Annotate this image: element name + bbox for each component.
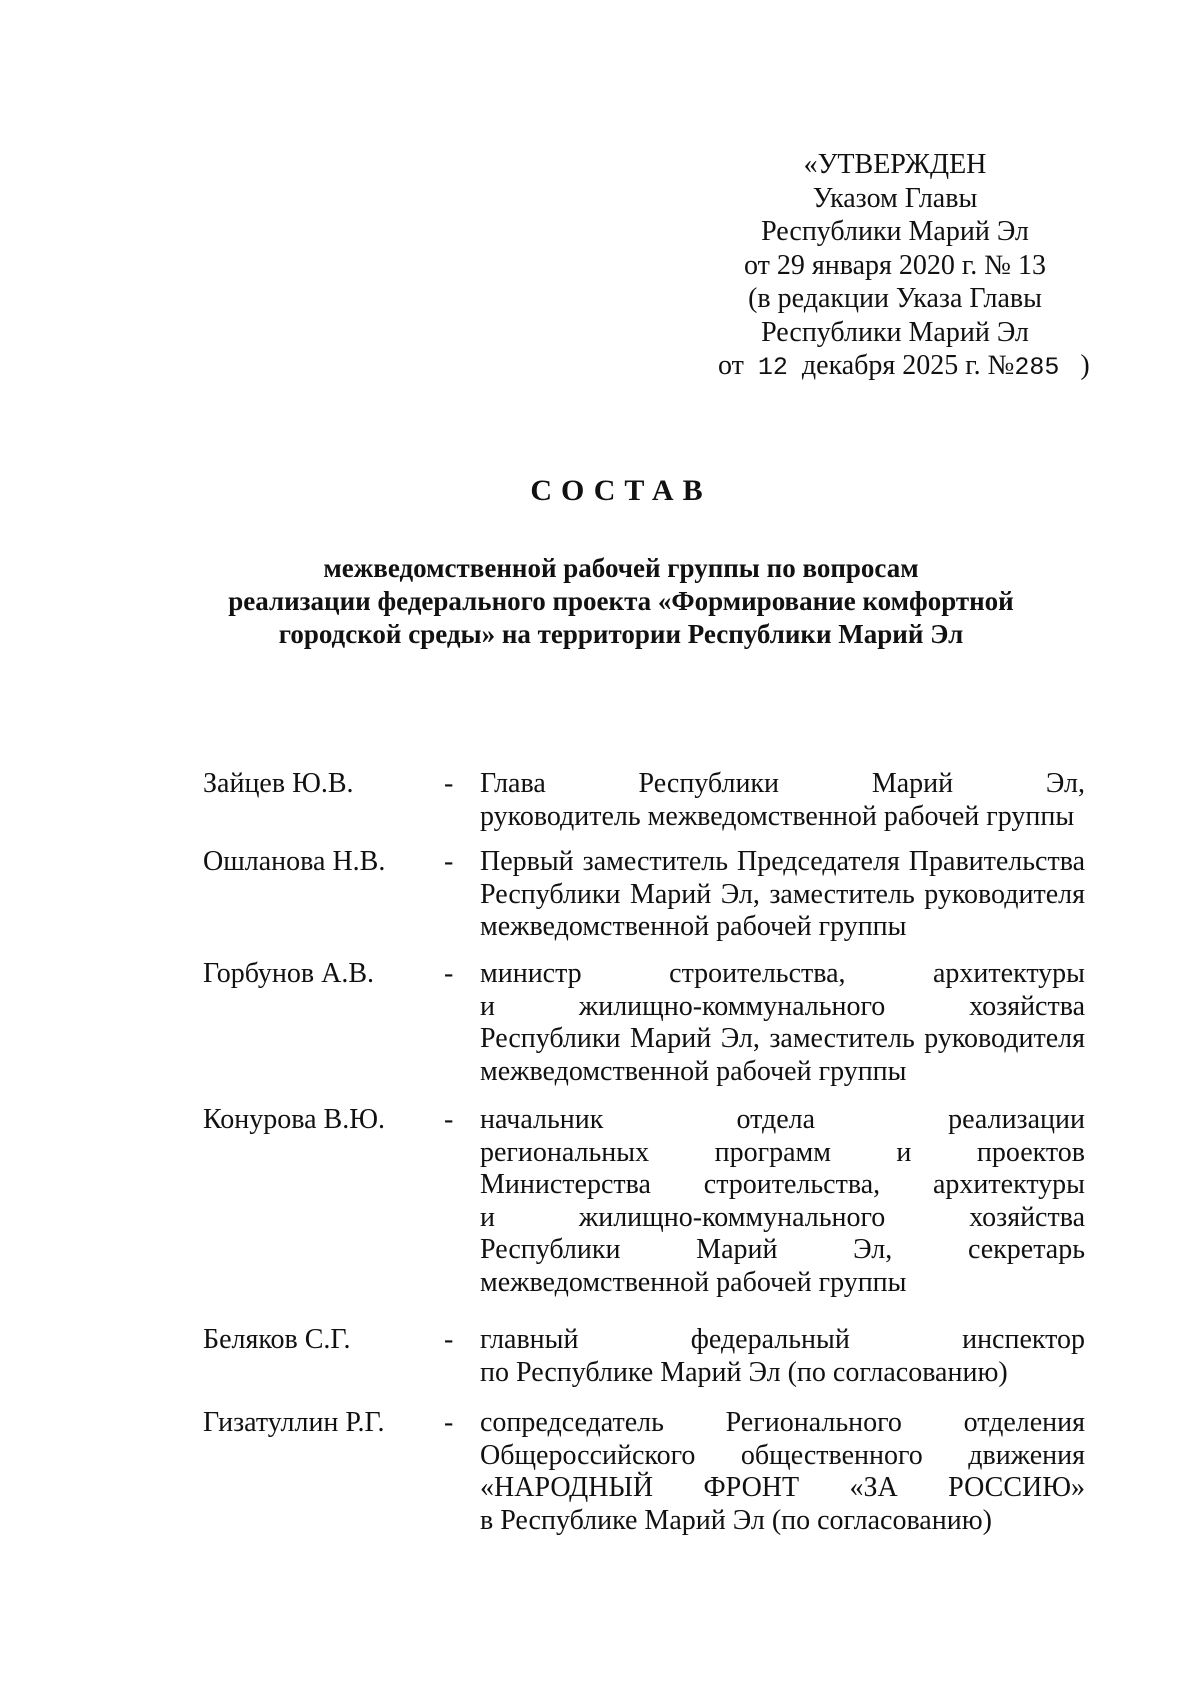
approval-line: от 29 января 2020 г. № 13 [744,249,1046,281]
role-line: министр строительства, архитектуры [480,958,1085,989]
member-dash: - [444,958,454,989]
member-name: Ошланова Н.В. [203,846,386,877]
approval-number: 285 [1014,353,1060,382]
role-line: сопредседатель Регионального отделения [480,1407,1085,1438]
member-dash: - [444,1104,454,1135]
approval-date-prefix: от [718,350,744,381]
role-line: по Республике Марий Эл (по согласованию) [480,1356,1008,1388]
approval-line: (в редакции Указа Главы [748,283,1042,314]
role-line: Первый заместитель Председателя Правительства [480,846,1085,877]
member-name: Зайцев Ю.В. [203,768,354,799]
approval-line: Указом Главы [812,182,978,214]
role-line: Общероссийского общественного движения [480,1439,1085,1471]
role-line: межведомственной рабочей группы [480,1266,907,1298]
subtitle-line: городской среды» на территории Республики Марий Эл [278,619,964,649]
approval-day: 12 [757,353,788,382]
role-line: «НАРОДНЫЙ ФРОНТ «ЗА РОССИЮ» [480,1472,1085,1503]
approval-line: Республики Марий Эл [761,216,1029,247]
member-role [480,958,1085,1088]
subtitle-line: межведомственной рабочей группы по вопросам [323,553,919,583]
member-name: Беляков С.Г. [203,1324,351,1355]
member-name: Горбунов А.В. [203,958,375,989]
member-role [480,1407,1085,1537]
member-role [480,846,1085,944]
role-line: руководитель межведомственной рабочей группы [480,800,1075,832]
document-title: СОСТАВ [530,474,712,507]
role-line: региональных программ и проектов [480,1136,1085,1168]
member-name: Гизатуллин Р.Г. [203,1407,385,1438]
subtitle-line: реализации федерального проекта «Формирование комфортной [228,586,1014,616]
role-line: в Республике Марий Эл (по согласованию) [480,1504,992,1536]
role-line: Республики Марий Эл, заместитель руководителя [480,878,1085,910]
role-line: межведомственной рабочей группы [480,911,907,942]
role-line: Республики Марий Эл, секретарь [480,1234,1085,1265]
role-line: начальник отдела реализации [480,1104,1085,1135]
member-dash: - [444,768,454,799]
document-subtitle [0,552,1200,651]
approval-stamp [690,148,1100,385]
approval-date-middle: декабря 2025 г. № [801,350,1015,381]
approval-line: Республики Марий Эл [761,316,1029,348]
member-name: Конурова В.Ю. [203,1104,385,1135]
approval-amendment-date [718,349,1128,385]
member-dash: - [444,1407,454,1438]
member-dash: - [444,846,454,877]
member-role [480,768,1085,833]
role-line: Республики Марий Эл, заместитель руководителя [480,1023,1085,1054]
member-role [480,1104,1085,1299]
role-line: главный федеральный инспектор [480,1324,1085,1355]
role-line: межведомственной рабочей группы [480,1055,907,1087]
role-line: и жилищно-коммунального хозяйства [480,990,1085,1022]
approval-date-suffix: ) [1080,350,1090,381]
role-line: Глава Республики Марий Эл, [480,768,1085,799]
approval-line: «УТВЕРЖДЕН [803,149,987,180]
member-dash: - [444,1324,454,1355]
role-line: и жилищно-коммунального хозяйства [480,1201,1085,1233]
role-line: Министерства строительства, архитектуры [480,1169,1085,1200]
member-role [480,1324,1085,1389]
